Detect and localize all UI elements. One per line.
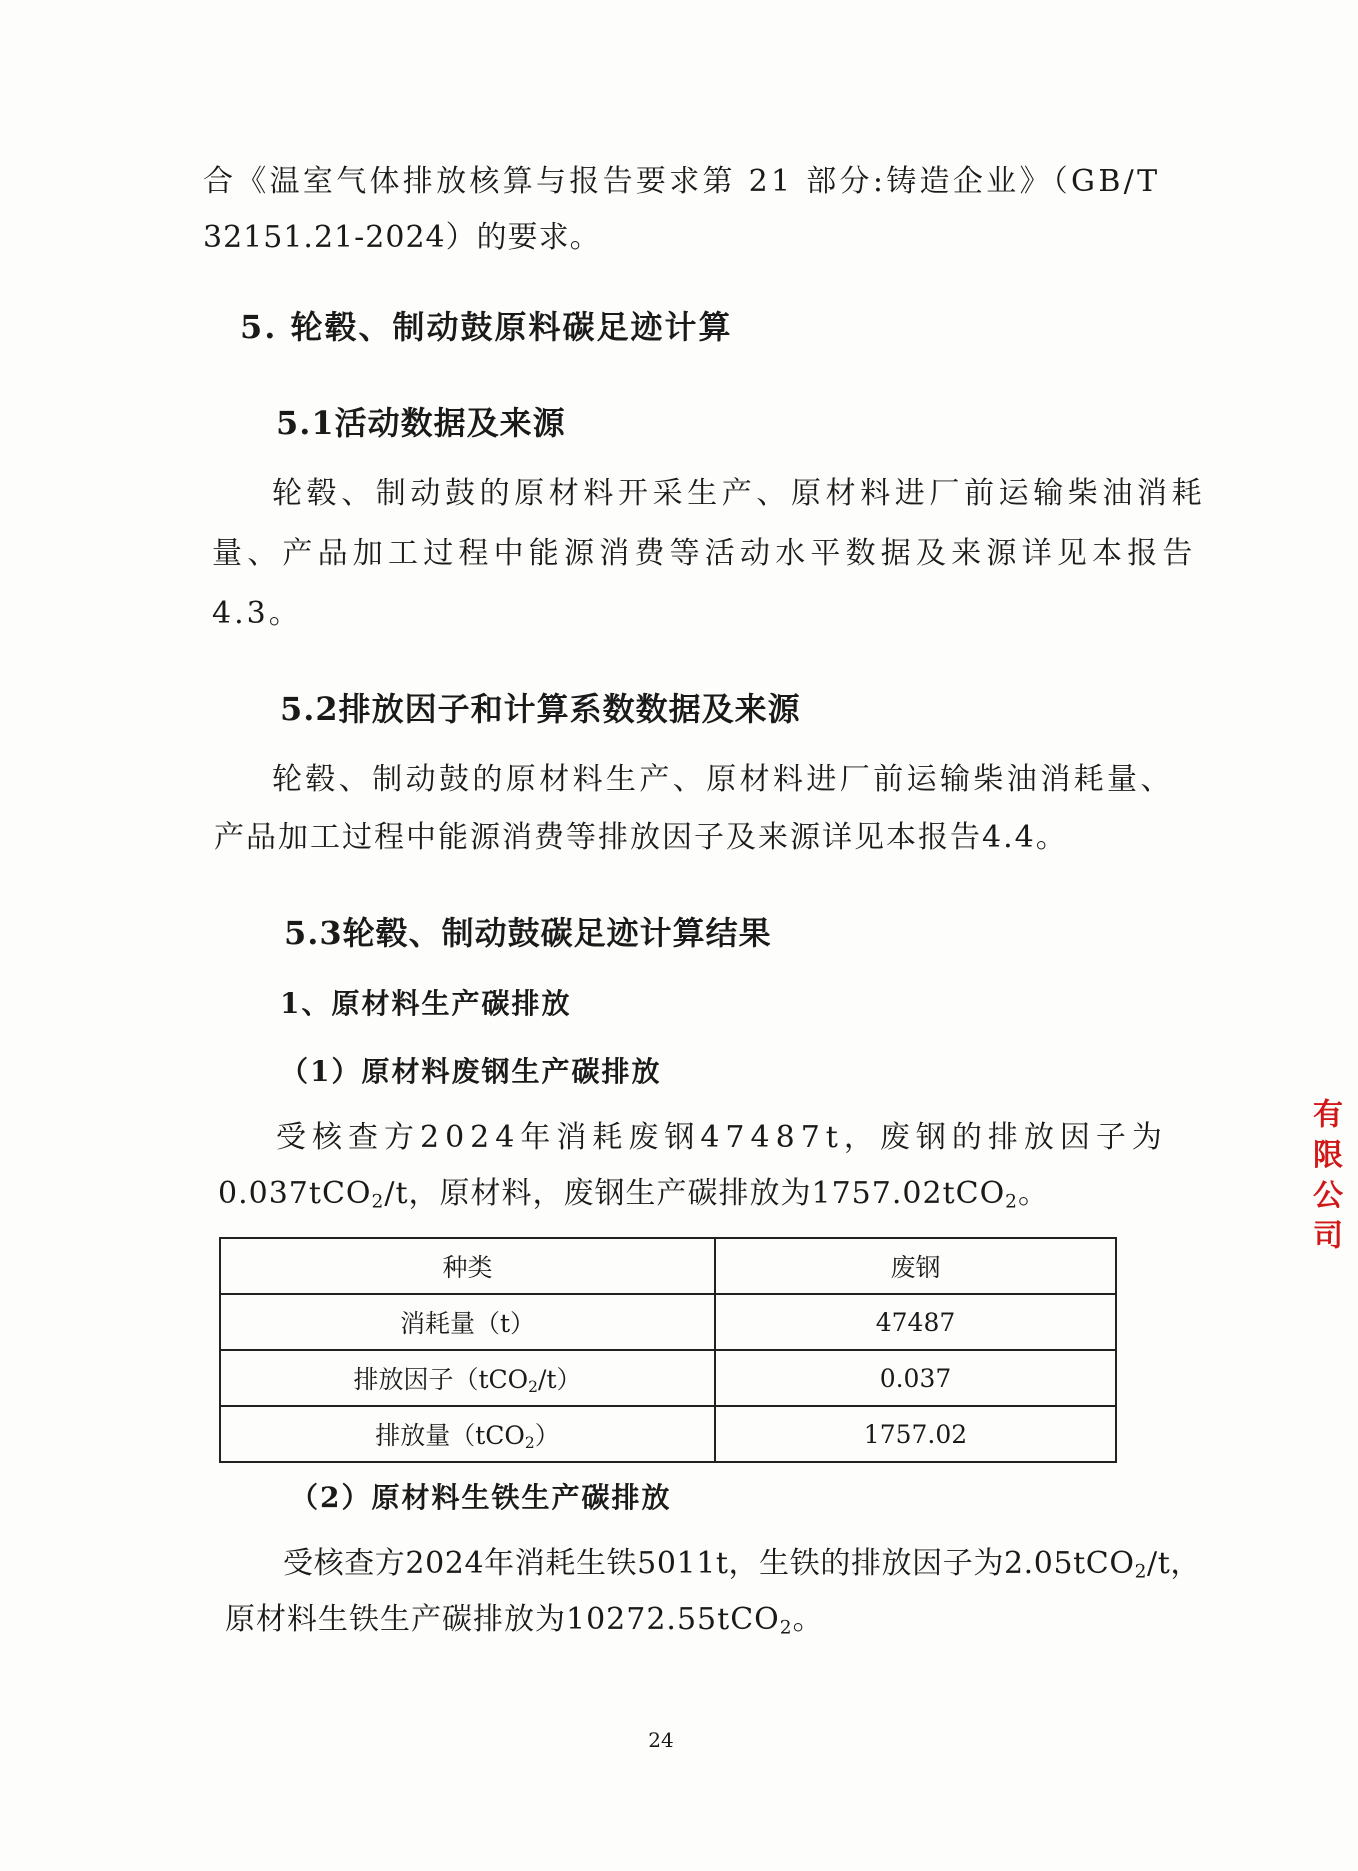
table-cell-label: 消耗量（t） [220,1294,715,1350]
item2-line-1-a: 受核查方2024年消耗生铁5011t，生铁的排放因子为2.05tCO [283,1546,1135,1581]
emission-table [219,1237,1117,1463]
table-row [220,1406,1116,1462]
table-header-cell: 种类 [220,1238,715,1294]
item1-line-2-c: 。 [1018,1176,1050,1211]
seal-stamp-fragment [1290,1098,1342,1368]
item-1-title: （1）原材料废钢生产碳排放 [280,1055,662,1088]
table-row [220,1294,1116,1350]
item-2-title: （2）原材料生铁生产碳排放 [290,1481,672,1514]
s52-line-1: 轮毂、制动鼓的原材料生产、原材料进厂前运输柴油消耗量、 [272,762,1174,797]
item1-sub-1: 2 [371,1191,385,1213]
table-label-b: ） [534,1421,560,1450]
s51-line-2: 量、产品加工过程中能源消费等活动水平数据及来源详见本报告 [212,536,1198,571]
s51-line-1: 轮毂、制动鼓的原材料开采生产、原材料进厂前运输柴油消耗 [272,476,1207,511]
stamp-text: 有 限 公 司 [1307,1098,1342,1250]
table-label-a: 排放量（tCO [375,1421,525,1450]
intro-line-1: 合《温室气体排放核算与报告要求第 21 部分:铸造企业》（GB/T [203,164,1161,199]
table-row [220,1350,1116,1406]
table-cell-value: 1757.02 [715,1406,1116,1462]
table-label-sub: 2 [528,1377,539,1396]
table-cell-label [220,1406,715,1462]
table-header-row [220,1238,1116,1294]
section-5-title: 5. 轮毂、制动鼓原料碳足迹计算 [240,308,733,346]
intro-line-2: 32151.21-2024）的要求。 [203,220,601,255]
table-label-b: /t） [538,1365,582,1394]
page-number: 24 [648,1728,674,1752]
subsection-1-title: 1、原材料生产碳排放 [280,987,572,1020]
table-cell-value: 47487 [715,1294,1116,1350]
table-label-a: 排放因子（tCO [353,1365,529,1394]
item1-line-1: 受核查方2024年消耗废钢47487t，废钢的排放因子为 [276,1120,1168,1155]
s52-line-2: 产品加工过程中能源消费等排放因子及来源详见本报告4.4。 [214,820,1068,855]
item2-line-2-a: 原材料生铁生产碳排放为10272.55tCO [225,1602,780,1637]
item1-line-2-b: /t，原材料，废钢生产碳排放为1757.02tCO [384,1176,1006,1211]
table-cell-label [220,1350,715,1406]
table-header-cell: 废钢 [715,1238,1116,1294]
item2-line-2 [225,1590,824,1650]
item1-line-2 [218,1164,1049,1224]
item2-line-1-b: /t， [1147,1546,1201,1581]
table-label-sub: 2 [524,1433,535,1452]
section-5-1-title: 5.1活动数据及来源 [276,404,566,442]
item1-line-2-a: 0.037tCO [218,1176,372,1211]
item2-line-1 [283,1534,1201,1594]
item2-sub-1: 2 [1134,1561,1147,1583]
section-5-3-title: 5.3轮毂、制动鼓碳足迹计算结果 [284,914,772,952]
section-5-2-title: 5.2排放因子和计算系数数据及来源 [280,690,801,728]
item1-sub-2: 2 [1005,1191,1019,1213]
s51-line-3: 4.3。 [212,596,302,631]
table-cell-value: 0.037 [715,1350,1116,1406]
item2-sub-2: 2 [779,1617,793,1639]
item2-line-2-b: 。 [792,1602,824,1637]
